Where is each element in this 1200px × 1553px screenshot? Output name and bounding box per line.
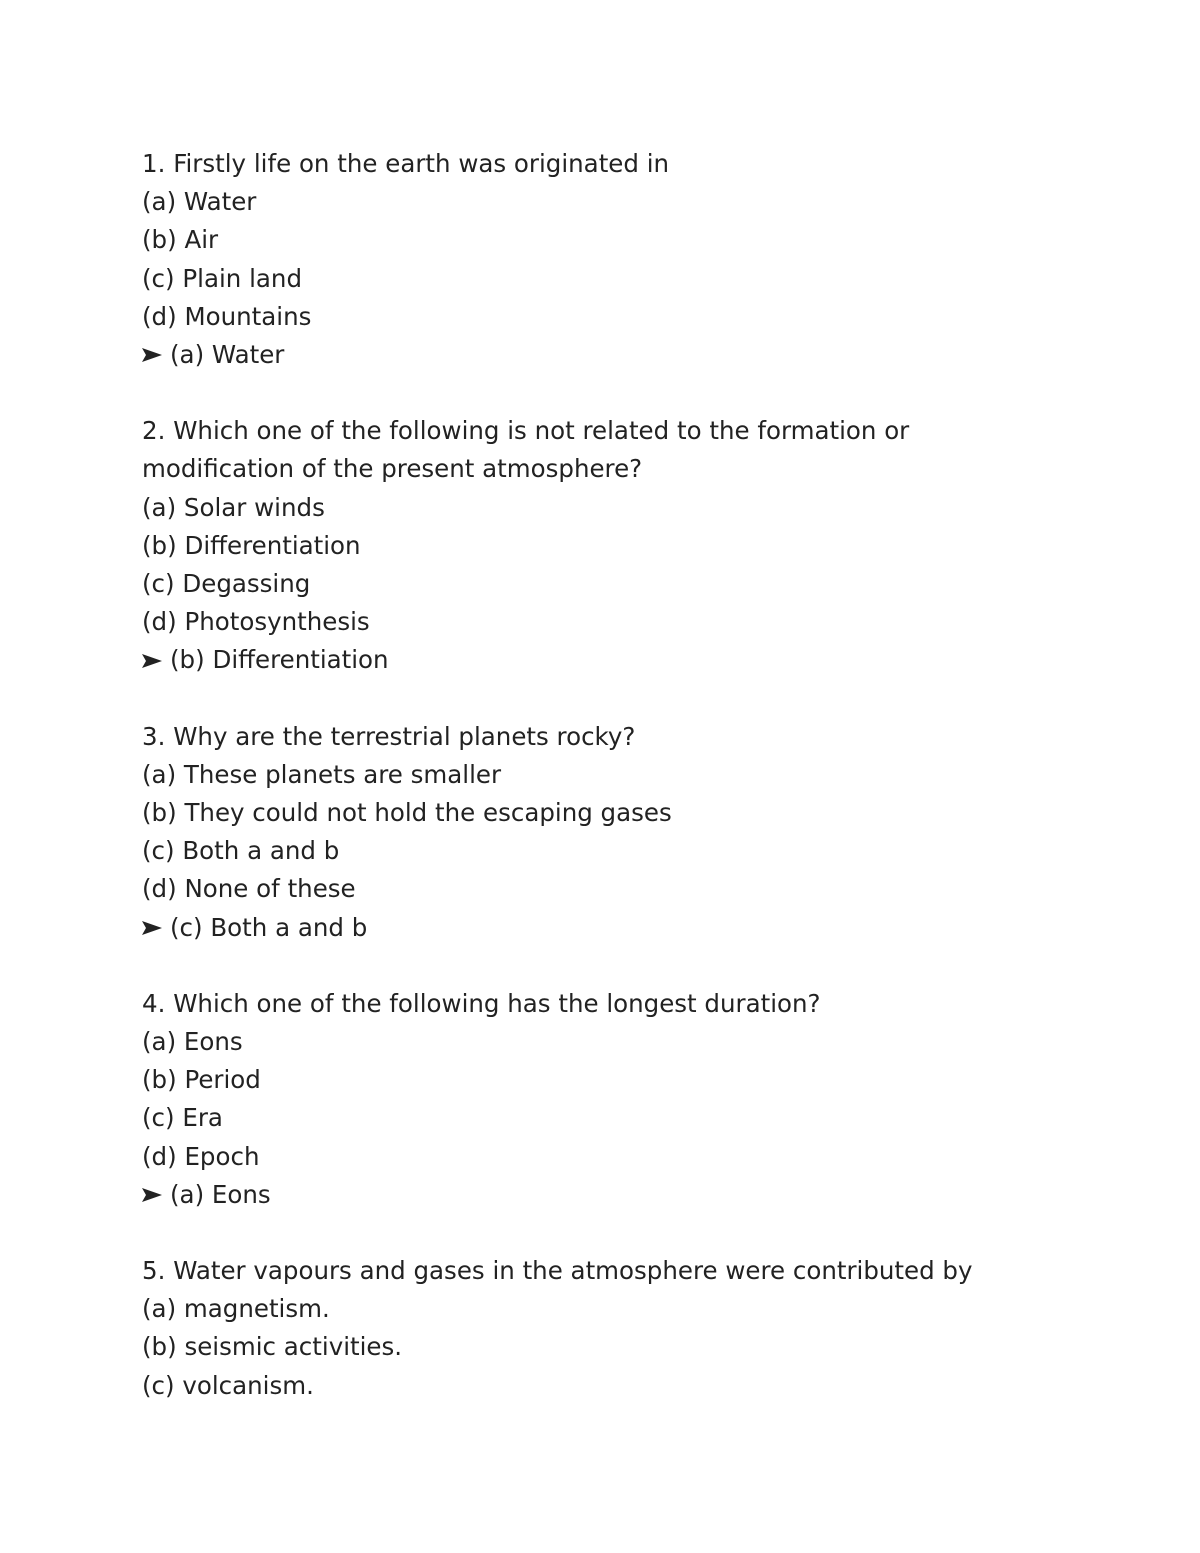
arrow-right-icon <box>142 642 162 680</box>
question-number: 3. <box>142 721 166 751</box>
option: (c) Era <box>142 1103 223 1133</box>
option: (c) volcanism. <box>142 1370 314 1400</box>
answer-line <box>142 336 1062 374</box>
question-text <box>142 145 1062 183</box>
arrow-right-icon <box>142 336 162 374</box>
question-stem: Why are the terrestrial planets rocky? <box>173 721 636 751</box>
answer-line <box>142 1176 1062 1214</box>
question-stem: Which one of the following has the longest duration? <box>173 988 821 1018</box>
option: (d) None of these <box>142 874 356 904</box>
option: (d) Epoch <box>142 1141 260 1171</box>
question-stem: Water vapours and gases in the atmosphere were contributed by <box>173 1256 973 1286</box>
question-number: 2. <box>142 416 166 446</box>
option: (d) Mountains <box>142 301 312 331</box>
option: (d) Photosynthesis <box>142 607 370 637</box>
option: (b) Air <box>142 225 219 255</box>
question-3 <box>142 718 1062 947</box>
option: (a) These planets are smaller <box>142 759 502 789</box>
question-number: 1. <box>142 149 166 178</box>
option: (c) Degassing <box>142 569 311 599</box>
option: (a) Water <box>142 187 257 217</box>
answer-text: (b) Differentiation <box>170 645 389 675</box>
question-1 <box>142 145 1062 374</box>
question-number: 5. <box>142 1256 166 1286</box>
question-text <box>142 985 1062 1023</box>
option: (c) Plain land <box>142 263 302 293</box>
question-4 <box>142 985 1062 1214</box>
answer-text: (c) Both a and b <box>170 912 368 942</box>
option: (b) They could not hold the escaping gases <box>142 798 672 828</box>
option: (a) magnetism. <box>142 1294 330 1324</box>
answer-line <box>142 909 1062 947</box>
question-text <box>142 412 1062 488</box>
question-text <box>142 1252 1062 1290</box>
question-text <box>142 718 1062 756</box>
option: (c) Both a and b <box>142 836 340 866</box>
question-stem: Firstly life on the earth was originated in <box>173 149 670 178</box>
question-2 <box>142 412 1062 679</box>
arrow-right-icon <box>142 909 162 947</box>
option: (a) Eons <box>142 1027 243 1057</box>
question-5 <box>142 1252 1062 1405</box>
option: (b) seismic activities. <box>142 1332 403 1362</box>
answer-line <box>142 641 1062 679</box>
question-list <box>142 145 1062 1443</box>
question-stem: Which one of the following is not related to the formation or modification of the present atmosphere? <box>142 416 910 484</box>
option: (b) Period <box>142 1065 261 1095</box>
option: (b) Differentiation <box>142 530 361 560</box>
question-number: 4. <box>142 988 166 1018</box>
arrow-right-icon <box>142 1176 162 1214</box>
answer-text: (a) Eons <box>170 1179 271 1209</box>
option: (a) Solar winds <box>142 492 325 522</box>
answer-text: (a) Water <box>170 340 285 370</box>
